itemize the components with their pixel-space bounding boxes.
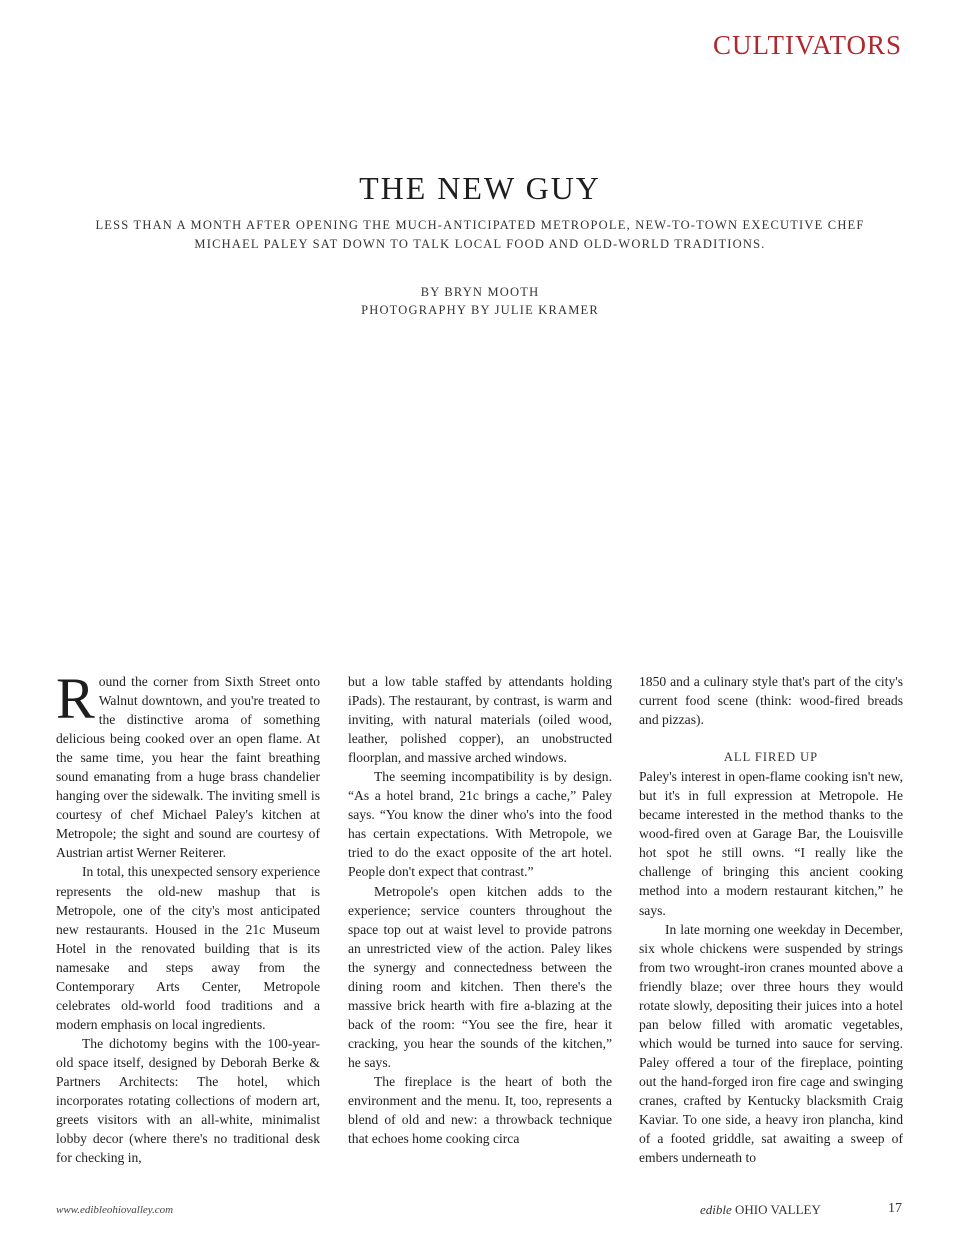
article-deck	[70, 216, 890, 254]
paragraph: The seeming incompatibility is by design. “As a hotel brand, 21c brings a cache,” Paley says. “You know the diner who's into the food has certain expectations. With Metropole, we tried to do the exact opposite of the art hotel. People don't expect that contrast.”	[348, 769, 612, 880]
section-label: CULTIVATORS	[712, 30, 902, 60]
paragraph: In late morning one weekday in December, six whole chickens were suspended by strings from two wrought-iron cranes mounted above a friendly blaze; over three hours they would rotate slowly, depositing their juices into a hotel pan below filled with aromatic vegetables, which would be turned into sauce for serving. Paley offered a tour of the fireplace, pointing out the hand-forged iron fire cage and swinging cranes, crafted by Kentucky blacksmith Craig Kaviar. To one side, a heavy iron plancha, kind of a footed griddle, sat awaiting a sweep of embers underneath to	[639, 921, 903, 1166]
drop-cap: R	[56, 666, 95, 731]
section-subhead: ALL FIRED UP	[723, 750, 819, 765]
article-title: THE NEW GUY	[359, 170, 601, 206]
magazine-name	[700, 1202, 821, 1218]
byline	[0, 283, 960, 319]
photo-credit: PHOTOGRAPHY BY JULIE KRAMER	[361, 303, 599, 317]
body-column-3	[639, 672, 903, 1167]
paragraph: Metropole's open kitchen adds to the experience; service counters throughout the space top out at waist level to provide patrons an unrestricted view of the action. Paley likes the synergy and connectedness between the dining room and kitchen. Then there's the massive brick hearth with fire a-blazing at the back of the room: “You see the fire, hear it cracking, you hear the sounds of the kitchen,” he says.	[348, 883, 612, 1070]
page-number: 17	[888, 1201, 902, 1216]
body-column-2	[348, 672, 612, 1148]
deck-line: LESS THAN A MONTH AFTER OPENING THE MUCH-ANTICIPATED METROPOLE, NEW-TO-TOWN EXECUTIVE CHEF	[95, 218, 865, 232]
paragraph: In total, this unexpected sensory experience represents the old-new mashup that is Metropole, one of the city's most anticipated new restaurants. Housed in the 21c Museum Hotel in the renovated building that is its namesake and steps away from the Contemporary Arts Center, Metropole celebrates old-world food traditions and a modern emphasis on local ingredients.	[56, 864, 320, 1032]
paragraph: Paley's interest in open-flame cooking isn't new, but it's in full expression at Metropole. He became interested in the method thanks to the wood-fired oven at Garage Bar, the Louisville hot spot he still owns. “I really like the challenge of bringing this ancient cooking method into a modern restaurant kitchen,” he says.	[639, 769, 903, 918]
paragraph: but a low table staffed by attendants holding iPads). The restaurant, by contrast, is warm and inviting, with natural materials (oiled wood, leather, polished copper), an unobstructed floorplan, and massive arched windows.	[348, 674, 612, 766]
brand-name: edible	[700, 1202, 732, 1217]
region-name: OHIO VALLEY	[735, 1202, 821, 1217]
author-credit: BY BRYN MOOTH	[420, 285, 540, 299]
deck-line: MICHAEL PALEY SAT DOWN TO TALK LOCAL FOOD AND OLD-WORLD TRADITIONS.	[194, 237, 766, 251]
paragraph: The fireplace is the heart of both the environment and the menu. It, too, represents a blend of old and new: a throwback technique that echoes home cooking circa	[348, 1073, 612, 1147]
website-url: www.edibleohiovalley.com	[56, 1204, 174, 1216]
paragraph	[56, 666, 320, 862]
paragraph: The dichotomy begins with the 100-year-old space itself, designed by Deborah Berke & Partners Architects: The hotel, which incorporates rotating collections of modern art, greets visitors with an all-white, minimalist lobby decor (where there's no traditional desk for checking in,	[56, 1035, 320, 1166]
paragraph: 1850 and a culinary style that's part of the city's current food scene (think: wood-fired breads and pizzas).	[639, 674, 903, 728]
paragraph-text: ound the corner from Sixth Street onto Walnut downtown, and you're treated to the distinctive aroma of something delicious being cooked over an open flame. At the same time, you hear the faint breathing sound emanating from a huge brass chandelier hanging over the sidewalk. The inviting smell is courtesy of chef Michael Paley's kitchen at Metropole; the sight and sound are courtesy of Austrian artist Werner Reiterer.	[56, 674, 320, 861]
body-column-1	[56, 666, 320, 1167]
